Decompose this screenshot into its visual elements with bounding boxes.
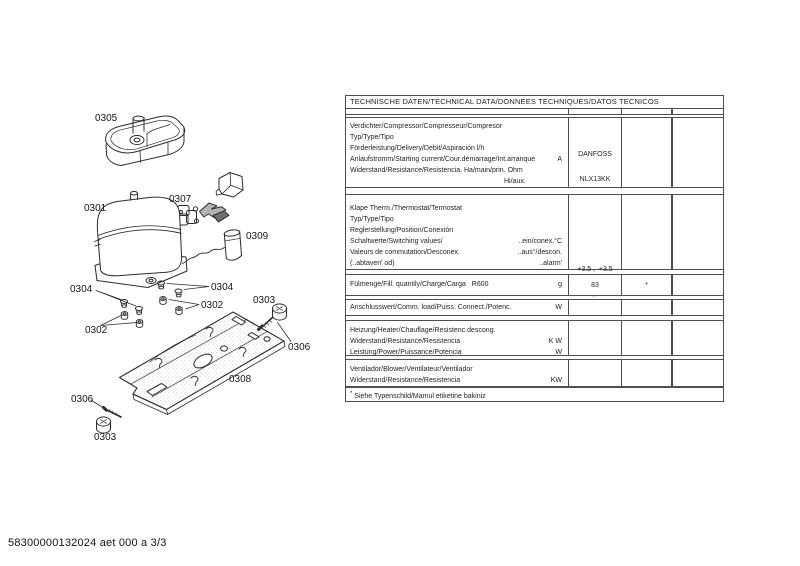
value-column-1	[568, 360, 621, 386]
capacitor-part	[183, 229, 242, 264]
value-column-3	[671, 195, 723, 269]
value-column-3	[671, 300, 723, 315]
spec-line: Schaltwerte/Switching values/	[350, 238, 443, 245]
spec-line: Typ/Type/Tipo	[350, 216, 394, 223]
value-column-3	[671, 275, 723, 295]
column-divider	[568, 109, 621, 114]
value-column-2	[621, 195, 671, 269]
value-column-1	[568, 118, 621, 187]
spec-line: Typ/Type/Tipo	[350, 134, 394, 141]
part-label-0306-bottom: 0306	[71, 394, 94, 405]
value-column-1	[568, 275, 621, 295]
fill-quantity-note: *	[645, 281, 648, 289]
value-column-2	[621, 275, 671, 295]
spec-row-heater	[346, 320, 723, 356]
part-label-0302-right: 0302	[201, 300, 224, 311]
technical-data-table	[345, 95, 724, 402]
part-label-0303-right: 0303	[253, 295, 276, 306]
part-label-0306-right: 0306	[288, 342, 311, 353]
value-column-2	[621, 360, 671, 386]
part-label-0307: 0307	[169, 194, 192, 205]
spec-row-blower	[346, 359, 723, 387]
table-footnote	[346, 387, 723, 401]
spec-line: Fülmenge/Fill. quantily/Charge/Carga R600	[350, 281, 489, 288]
spec-labels	[346, 360, 568, 386]
spec-line: Anlaufstromm/Starting current/Cour.démarrage/Int.arranque	[350, 156, 536, 163]
fill-quantity-value: 83	[591, 281, 599, 289]
spec-line: Widerstand/Resistance/Resistencia	[350, 338, 461, 345]
spec-labels	[346, 300, 568, 315]
value-column-1	[568, 321, 621, 355]
spec-unit: W	[555, 349, 562, 356]
part-label-0301: 0301	[84, 203, 107, 214]
compressor-part	[95, 191, 188, 287]
value-column-1	[568, 195, 621, 273]
spec-line: Verdichter/Compressor/Compresseur/Compresor	[350, 123, 503, 130]
screw-bottom-part	[104, 408, 122, 418]
value-column-2	[621, 300, 671, 315]
spec-row-compressor	[346, 117, 723, 188]
value-column-1	[568, 300, 621, 315]
spec-line: Reglerstellung/Position/Conexión	[350, 227, 454, 234]
spec-row-fill-quantity	[346, 274, 723, 296]
spec-labels	[346, 118, 568, 187]
value-column-3	[671, 321, 723, 355]
spec-unit: ..ein/conex.°C	[518, 238, 562, 245]
mount-right-part	[273, 304, 287, 320]
tray-part	[106, 116, 185, 165]
spec-labels	[346, 275, 568, 295]
parts-diagram	[0, 0, 340, 460]
spec-labels	[346, 195, 568, 269]
footnote-asterisk: *	[350, 391, 353, 397]
spec-unit: W	[555, 304, 562, 311]
compressor-brand: DANFOSS	[578, 151, 612, 158]
table-header-strip	[346, 109, 723, 115]
screw-right-part	[259, 317, 274, 330]
spec-line: Förderleistung/Delivery/Debit/Aspiración l/h	[350, 145, 485, 152]
spec-line: Leistung/Power/Puissance/Potencia	[350, 349, 462, 356]
spec-line: Widerstand/Resistance/Resistencia. Ha/main/prin. Ohm	[350, 167, 523, 174]
value-column-2	[621, 321, 671, 355]
spec-line: Klape Therm./Thermostat/Termostat	[350, 205, 462, 212]
column-divider	[621, 109, 671, 114]
part-label-0304-left: 0304	[70, 284, 93, 295]
spec-line: Widerstand/Resistance/Resistencia	[350, 377, 461, 384]
spec-unit: ..alarm'	[539, 260, 562, 267]
compressor-type: NLX13KK	[579, 176, 611, 183]
switching-values-on: +3.5 , +3.5	[577, 266, 613, 273]
spec-line: Anschlusswert/Comm. load/Puiss. Connect./Potenc.	[350, 304, 512, 311]
column-divider	[671, 109, 723, 114]
part-label-0304-right: 0304	[211, 282, 234, 293]
spec-row-connected-load	[346, 299, 723, 316]
value-column-3	[671, 360, 723, 386]
spec-line: Ventilador/Blower/Ventilateur/Ventilador	[350, 366, 473, 373]
spec-unit: K W	[548, 338, 562, 345]
part-label-0305: 0305	[95, 113, 118, 124]
document-number: 58300000132024 aet 000 a 3/3	[8, 537, 167, 549]
part-label-0309: 0309	[246, 231, 269, 242]
part-label-0308: 0308	[229, 374, 252, 385]
table-title: TECHNISCHE DATEN/TECHNICAL DATA/DONNEES TECHNIQUES/DATOS TECNICOS	[346, 96, 723, 109]
spec-line: Heizung/Heater/Chauflage/Resistenc.descong.	[350, 327, 496, 334]
spec-unit: g	[558, 281, 562, 288]
spec-row-thermostat	[346, 194, 723, 273]
footnote-text: Siehe Typenschild/Mamul etiketine bakiniz	[352, 393, 486, 400]
spec-labels	[346, 321, 568, 355]
part-label-0303-bottom: 0303	[94, 432, 117, 443]
spec-unit: ..aus°/descon.	[517, 249, 562, 256]
spec-line: Hi/aux.	[504, 178, 526, 185]
value-column-3	[671, 118, 723, 187]
spec-line: (..abtaven' od)	[350, 260, 395, 267]
value-column-2	[621, 118, 671, 187]
spec-line: Valeurs de commutation/Desconex.	[350, 249, 460, 256]
mount-bottom-part	[97, 417, 111, 433]
spec-unit: KW	[550, 377, 562, 384]
spec-unit: A	[557, 156, 562, 163]
part-label-0302-left: 0302	[85, 325, 108, 336]
